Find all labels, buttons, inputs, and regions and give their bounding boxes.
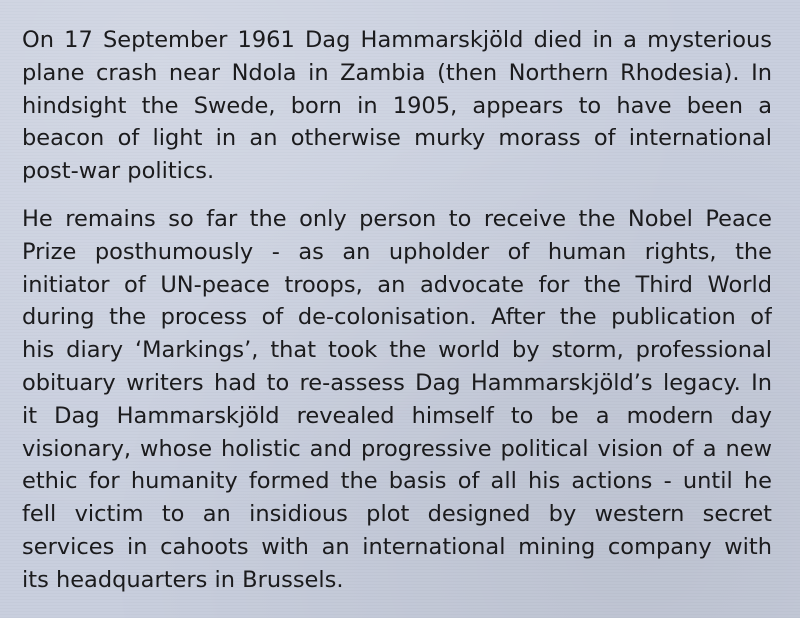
text-line: services in cahoots with an international mining company with — [22, 533, 772, 560]
text-line: beacon of light in an otherwise murky morass of international — [22, 125, 772, 152]
text-line: during the process of de-colonisation. After the publication of — [22, 304, 772, 331]
text-line: it Dag Hammarskjöld revealed himself to be a modern day — [22, 402, 772, 429]
text-line: plane crash near Ndola in Zambia (then Northern Rhodesia). In — [22, 59, 772, 86]
text-line: On 17 September 1961 Dag Hammarskjöld died in a mysterious — [22, 27, 772, 53]
text-line: He remains so far the only person to receive the Nobel Peace — [22, 206, 772, 232]
text-line: initiator of UN-peace troops, an advocate for the Third World — [22, 271, 772, 298]
text-line: Prize posthumously - as an upholder of human rights, the — [22, 238, 772, 265]
paragraph-2 — [22, 203, 772, 597]
text-line: its headquarters in Brussels. — [22, 566, 344, 593]
text-line: ethic for humanity formed the basis of all his actions - until he — [22, 468, 772, 495]
text-line: fell victim to an insidious plot designed by western secret — [22, 501, 772, 528]
paragraph-1 — [22, 24, 772, 188]
text-line: his diary ‘Markings’, that took the world by storm, professional — [22, 337, 772, 364]
text-line: post-war politics. — [22, 158, 215, 185]
text-line: visionary, whose holistic and progressive political vision of a new — [22, 435, 772, 462]
text-line: hindsight the Swede, born in 1905, appears to have been a — [22, 92, 772, 119]
text-line: obituary writers had to re-assess Dag Hammarskjöld’s legacy. In — [22, 369, 772, 396]
